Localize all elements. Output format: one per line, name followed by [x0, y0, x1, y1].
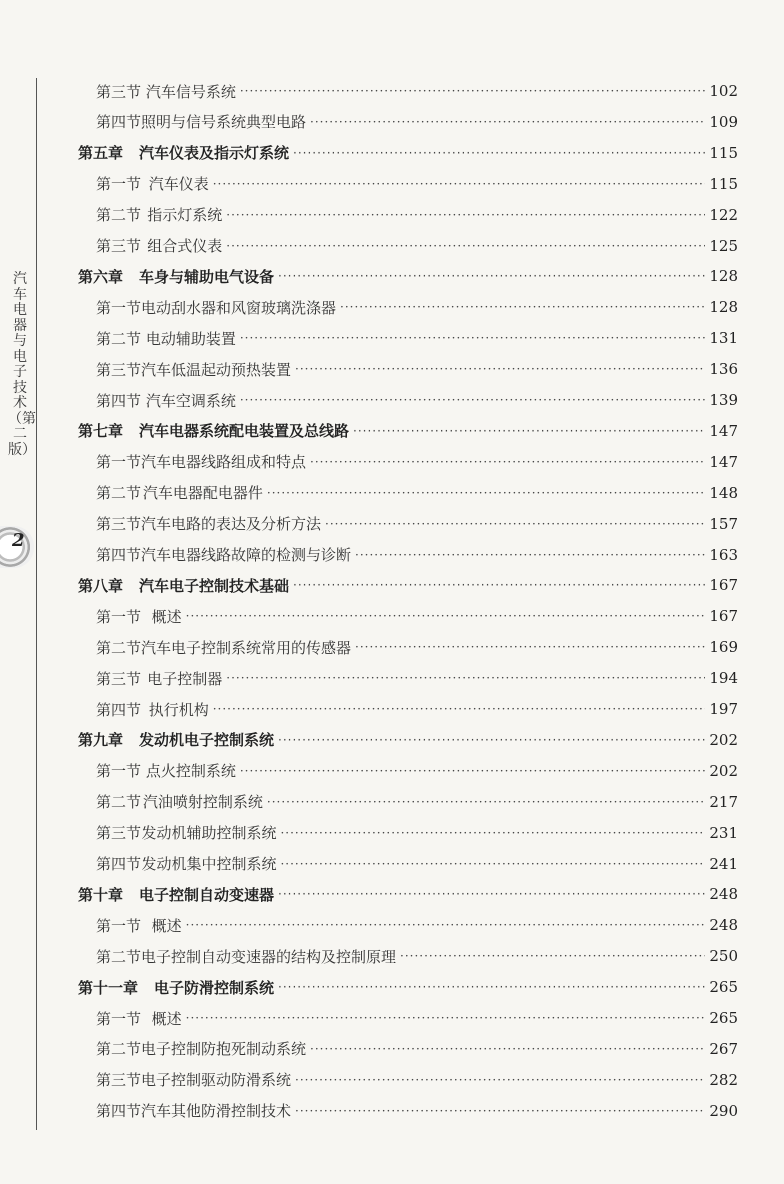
section-number: 第二节 [96, 638, 142, 657]
toc-section-entry [96, 323, 738, 353]
page-reference: 122 [709, 205, 738, 224]
margin-rule [36, 78, 37, 1130]
toc-section-entry [96, 818, 738, 848]
chapter-number: 第十一章 [78, 978, 139, 997]
dot-leader [355, 548, 705, 562]
section-number: 第四节 [96, 1102, 142, 1121]
page-reference: 147 [709, 452, 738, 471]
toc-chapter-entry [78, 725, 738, 755]
chapter-title: 电子防滑控制系统 [154, 978, 275, 997]
page-reference: 147 [709, 421, 738, 440]
section-title: 指示灯系统 [147, 206, 223, 225]
toc-section-entry [96, 632, 738, 662]
dot-leader [226, 671, 705, 685]
section-title: 电子控制防抱死制动系统 [141, 1040, 307, 1059]
toc-section-entry [96, 941, 738, 971]
toc-section-entry [96, 849, 738, 879]
page-reference: 157 [709, 514, 738, 533]
section-number: 第二节 [96, 484, 142, 503]
running-book-title: 汽车电器与电子技术（第二版） [8, 271, 36, 458]
section-number: 第一节 [96, 175, 142, 194]
page-reference: 136 [709, 360, 738, 379]
dot-leader [340, 300, 705, 314]
section-title: 汽车电子控制系统常用的传感器 [141, 638, 352, 657]
page-reference: 115 [709, 143, 738, 162]
dot-leader [295, 1104, 705, 1118]
chapter-title: 发动机电子控制系统 [139, 731, 275, 750]
toc-chapter-entry [78, 416, 738, 446]
section-title: 电子控制自动变速器的结构及控制原理 [141, 947, 397, 966]
section-title: 汽车电器线路故障的检测与诊断 [141, 546, 352, 564]
section-number: 第二节 [96, 1040, 142, 1059]
section-number: 第三节 [96, 1071, 142, 1090]
page-reference: 290 [709, 1101, 738, 1120]
section-title: 汽车低温起动预热装置 [141, 360, 292, 379]
page-reference: 109 [709, 112, 738, 131]
dot-leader [280, 826, 705, 840]
page-reference: 148 [709, 483, 738, 502]
section-title: 汽车电器配电器件 [142, 484, 263, 503]
section-number: 第一节 [96, 1009, 142, 1028]
toc-chapter-entry [78, 570, 738, 600]
toc-section-entry [96, 1096, 738, 1126]
section-number: 第三节 [96, 515, 142, 534]
chapter-number: 第十章 [78, 885, 124, 904]
page-reference: 282 [709, 1070, 738, 1089]
section-number: 第三节 [96, 824, 142, 843]
toc-section-entry [96, 509, 738, 539]
section-title: 概述 [151, 916, 182, 935]
page-reference: 217 [709, 792, 738, 811]
section-title: 概述 [151, 1009, 182, 1028]
chapter-number: 第六章 [78, 267, 124, 286]
chapter-number: 第八章 [78, 576, 124, 595]
page-reference: 167 [709, 607, 738, 626]
chapter-number: 第五章 [78, 144, 124, 163]
section-number: 第一节 [96, 762, 142, 781]
section-title: 照明与信号系统典型电路 [141, 113, 307, 132]
section-number: 第一节 [96, 607, 142, 626]
chapter-title: 车身与辅助电气设备 [139, 267, 275, 286]
section-title: 电动辅助装置 [145, 329, 236, 348]
section-title: 电动刮水器和风窗玻璃洗涤器 [141, 298, 337, 317]
page-reference: 250 [709, 947, 738, 966]
toc-section-entry [96, 478, 738, 508]
page-reference: 139 [709, 391, 738, 409]
dot-leader [186, 918, 706, 932]
dot-leader [278, 980, 705, 994]
page-reference: 125 [709, 236, 738, 255]
section-title: 发动机辅助控制系统 [141, 824, 277, 843]
page-reference: 267 [709, 1039, 738, 1058]
chapter-title: 汽车仪表及指示灯系统 [139, 144, 290, 163]
section-number: 第四节 [96, 700, 142, 719]
dot-leader [355, 640, 705, 654]
toc-section-entry [96, 756, 738, 786]
dot-leader [213, 177, 706, 191]
dot-leader [240, 764, 706, 778]
toc-section-entry [96, 694, 738, 724]
dot-leader [280, 857, 705, 871]
page-reference: 102 [709, 82, 738, 100]
dot-leader [310, 115, 705, 129]
toc-section-entry [96, 231, 738, 261]
page-reference: 128 [709, 298, 738, 317]
toc-chapter-entry [78, 972, 738, 1002]
page-reference: 202 [709, 730, 738, 749]
section-title: 点火控制系统 [145, 762, 236, 781]
section-number: 第一节 [96, 916, 142, 935]
section-number: 第四节 [96, 391, 142, 410]
page-reference: 128 [709, 267, 738, 286]
toc-section-entry [96, 385, 738, 415]
toc-section-entry [96, 200, 738, 230]
dot-leader [400, 949, 705, 963]
section-title: 执行机构 [148, 700, 209, 719]
section-title: 汽车仪表 [148, 175, 209, 194]
section-number: 第二节 [96, 947, 142, 966]
section-number: 第二节 [96, 793, 142, 812]
dot-leader [310, 1042, 705, 1056]
dot-leader [278, 887, 705, 901]
dot-leader [295, 1073, 705, 1087]
toc-chapter-entry [78, 138, 738, 168]
toc-section-entry [96, 601, 738, 631]
dot-leader [267, 795, 705, 809]
page-reference: 265 [709, 1009, 738, 1027]
dot-leader [278, 269, 705, 283]
toc-section-entry [96, 540, 738, 570]
toc-section-entry [96, 1065, 738, 1095]
section-number: 第四节 [96, 546, 142, 564]
page-reference: 248 [709, 916, 738, 935]
section-number: 第三节 [96, 360, 142, 379]
page-reference: 131 [709, 329, 738, 348]
section-title: 汽油喷射控制系统 [142, 793, 263, 812]
section-number: 第三节 [96, 669, 142, 688]
toc-section-entry [96, 910, 738, 940]
section-title: 汽车电器线路组成和特点 [141, 453, 307, 472]
page-reference: 202 [709, 761, 738, 780]
dot-leader [278, 733, 705, 747]
section-number: 第四节 [96, 113, 142, 132]
dot-leader [186, 1011, 706, 1025]
dot-leader [267, 486, 705, 500]
dot-leader [293, 578, 705, 592]
toc-section-entry [96, 354, 738, 384]
toc-section-entry [96, 76, 738, 106]
section-title: 电子控制驱动防滑系统 [141, 1071, 292, 1090]
toc-section-entry [96, 787, 738, 817]
page-reference: 265 [709, 978, 738, 997]
section-title: 组合式仪表 [147, 237, 223, 255]
page-reference: 167 [709, 576, 738, 595]
section-title: 汽车空调系统 [145, 391, 236, 410]
section-number: 第三节 [96, 82, 142, 101]
dot-leader [293, 146, 705, 160]
section-title: 电子控制器 [147, 669, 223, 688]
section-title: 汽车电路的表达及分析方法 [141, 515, 322, 534]
toc-section-entry [96, 1034, 738, 1064]
dot-leader [353, 424, 705, 438]
section-title: 发动机集中控制系统 [141, 855, 277, 873]
page-reference: 115 [709, 174, 738, 193]
dot-leader [226, 208, 705, 222]
dot-leader [295, 362, 705, 376]
page-reference: 248 [709, 885, 738, 904]
section-number: 第一节 [96, 453, 142, 472]
dot-leader [310, 455, 705, 469]
toc-chapter-entry [78, 879, 738, 909]
page-reference: 241 [709, 854, 738, 873]
toc-section-entry [96, 107, 738, 137]
chapter-title: 汽车电子控制技术基础 [139, 576, 290, 595]
section-number: 第四节 [96, 855, 142, 873]
page-reference: 197 [709, 700, 738, 718]
chapter-number: 第七章 [78, 422, 124, 441]
dot-leader [240, 84, 706, 98]
toc-chapter-entry [78, 261, 738, 291]
chapter-number: 第九章 [78, 731, 124, 750]
chapter-title: 电子控制自动变速器 [139, 885, 275, 904]
dot-leader [186, 609, 706, 623]
section-title: 汽车信号系统 [145, 82, 236, 101]
page-reference: 231 [709, 823, 738, 842]
section-number: 第二节 [96, 329, 142, 348]
page-number: 2 [12, 530, 25, 551]
dot-leader [325, 517, 705, 531]
dot-leader [240, 331, 706, 345]
page-reference: 194 [709, 669, 738, 688]
section-number: 第一节 [96, 298, 142, 317]
toc-section-entry [96, 663, 738, 693]
page-reference: 163 [709, 545, 738, 564]
section-number: 第三节 [96, 237, 142, 255]
toc-section-entry [96, 169, 738, 199]
section-title: 概述 [151, 607, 182, 626]
toc-section-entry [96, 1003, 738, 1033]
chapter-title: 汽车电器系统配电装置及总线路 [139, 422, 350, 441]
dot-leader [226, 239, 705, 253]
toc-section-entry [96, 292, 738, 322]
dot-leader [213, 702, 706, 716]
section-number: 第二节 [96, 206, 142, 225]
toc-section-entry [96, 447, 738, 477]
section-title: 汽车其他防滑控制技术 [141, 1102, 292, 1121]
page-reference: 169 [709, 638, 738, 657]
dot-leader [240, 393, 706, 407]
